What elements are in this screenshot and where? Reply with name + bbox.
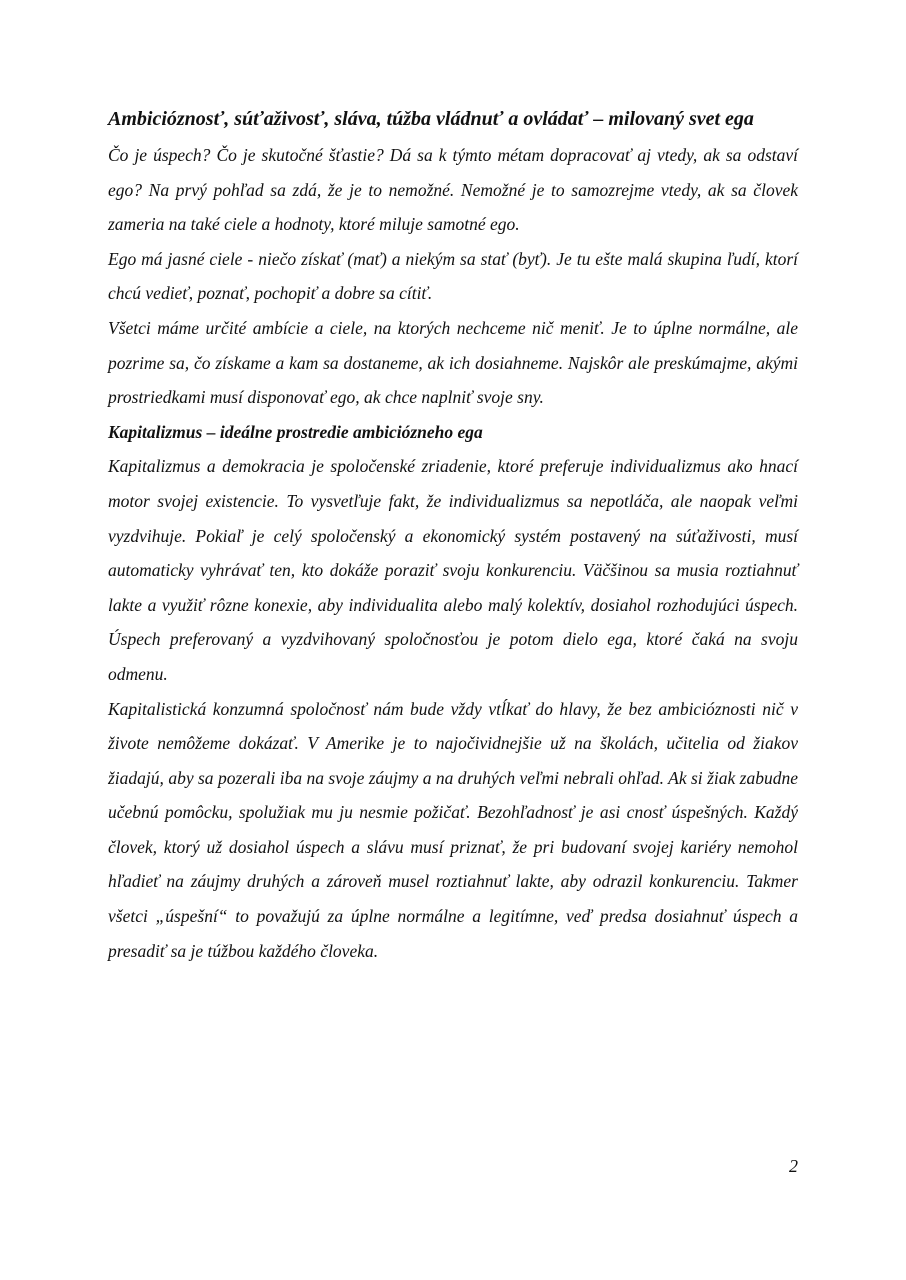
paragraph: Všetci máme určité ambície a ciele, na ktorých nechceme nič meniť. Je to úplne normálne, ale pozrime sa, čo získame a kam sa dostaneme, ak ich dosiahneme. Najskôr ale preskúmajme, akými prostriedkami musí disponovať ego, ak chce naplniť svoje sny. xyxy=(108,317,798,408)
paragraph: Kapitalistická konzumná spoločnosť nám bude vždy vtĺkať do hlavy, že bez ambicióznosti nič v živote nemôžeme dokázať. V Amerike je to najočividnejšie už na školách, učitelia od žiakov žiadajú, aby sa pozerali iba na svoje záujmy a na druhých veľmi nebrali ohľad. Ak si žiak zabudne učebnú pomôcku, spolužiak mu ju nesmie požičať. Bezohľadnosť je asi cnosť úspešných. Každý človek, ktorý už dosiahol úspech a slávu musí priznať, že pri budovaní svojej kariéry nemohol hľadieť na záujmy druhých a zároveň musel roztiahnuť lakte, aby odrazil konkurenciu. Takmer všetci „úspešní“ to považujú za úplne normálne a legitímne, veď predsa dosiahnuť úspech a presadiť sa je túžbou každého človeka. xyxy=(108,698,798,961)
paragraph: Ego má jasné ciele - niečo získať (mať) a niekým sa stať (byť). Je tu ešte malá skupina ľudí, ktorí chcú vedieť, poznať, pochopiť a dobre sa cítiť. xyxy=(108,248,798,304)
document-page xyxy=(108,100,798,968)
section-heading: Kapitalizmus – ideálne prostredie ambiciózneho ega xyxy=(108,421,483,442)
paragraph: Kapitalizmus a demokracia je spoločenské zriadenie, ktoré preferuje individualizmus ako hnací motor svojej existencie. To vysvetľuje fakt, že individualizmus sa nepotláča, ale naopak veľmi vyzdvihuje. Pokiaľ je celý spoločenský a ekonomický systém postavený na súťaživosti, musí automaticky vyhrávať ten, kto dokáže poraziť svoju konkurenciu. Väčšinou sa musia roztiahnuť lakte a využiť rôzne konexie, aby individualita alebo malý kolektív, dosiahol rozhodujúci úspech. Úspech preferovaný a vyzdvihovaný spoločnosťou je potom dielo ega, ktoré čaká na svoju odmenu. xyxy=(108,456,798,684)
page-title: Ambicióznosť, súťaživosť, sláva, túžba vládnuť a ovládať – milovaný svet ega xyxy=(108,108,754,130)
page-number: 2 xyxy=(789,1156,798,1176)
paragraph: Čo je úspech? Čo je skutočné šťastie? Dá sa k týmto métam dopracovať aj vtedy, ak sa odstaví ego? Na prvý pohľad sa zdá, že je to nemožné. Nemožné je to samozrejme vtedy, ak sa človek zameria na také ciele a hodnoty, ktoré miluje samotné ego. xyxy=(108,145,798,235)
